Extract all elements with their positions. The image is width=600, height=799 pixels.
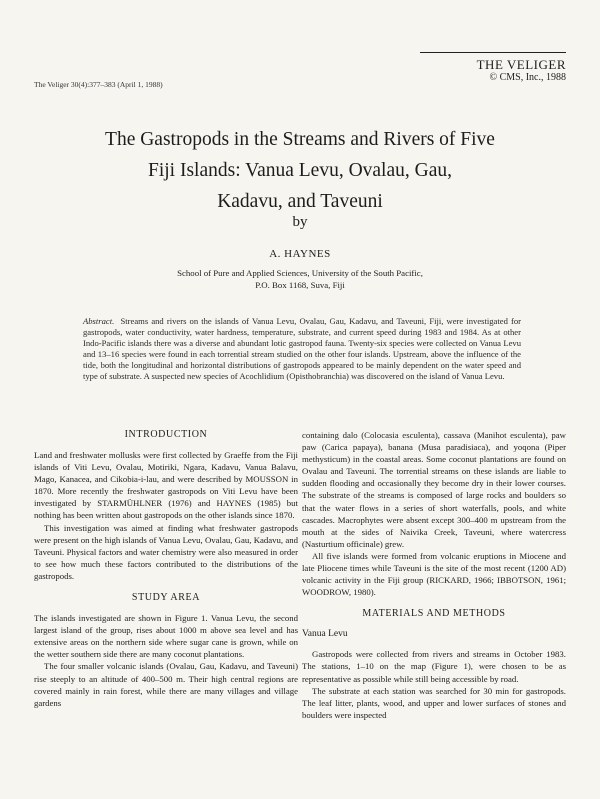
copyright-notice: © CMS, Inc., 1988	[489, 72, 566, 83]
methods-paragraph-1: Gastropods were collected from rivers and streams in October 1983. The stations, 1–10 on the map (Figure 1), were chosen to be as representative as possible while still being accessible by road.	[302, 649, 566, 684]
title-line-1: The Gastropods in the Streams and Rivers of Five	[105, 129, 495, 150]
study-paragraph-3: containing dalo (Colocasia esculenta), cassava (Manihot esculenta), paw paw (Carica papaya), banana (Musa paradisiaca), and yoqona (Piper methysticum) in the coastal areas. Some coconut plantations are found on Ovalau and Taveuni. The torrential streams on these islands are liable to sudden flooding and occasionally they become dry in their lower courses. The substrate of the streams is composed of large rocks and boulders so that the water flows in a series of short waterfalls, pools, and white cascades. Macrophytes were absent except 300–400 m upstream from the mouth at the sides of Naivika Creek, Taveuni, where watercress (Nasturtium officinale) grew.	[302, 430, 566, 549]
methods-paragraph-2: The substrate at each station was searched for 30 min for gastropods. The leaf litter, plants, wood, and upper and lower surfaces of stones and boulders were inspected	[302, 685, 566, 720]
title-line-3: Kadavu, and Taveuni	[217, 191, 383, 212]
intro-paragraph-1: Land and freshwater mollusks were first collected by Graeffe from the Fiji islands of Viti Levu, Ovalau, Motiriki, Ngara, Kadavu, Vanua Balavu, Mago, Kanacea, and Cikobia-i-lau, and were described by MOUSSON in 1870. More recently the freshwater gastropods on Viti Levu have been investigated by STARMÜHLNER (1976) and HAYNES (1985) but nothing has been written about gastropods on the other islands since 1870.	[34, 450, 298, 521]
journal-masthead	[420, 52, 566, 83]
affiliation-line-1: School of Pure and Applied Sciences, University of the South Pacific,	[177, 268, 423, 278]
abstract-text: Streams and rivers on the islands of Vanua Levu, Ovalau, Gau, Kadavu, and Taveuni, Fiji, were investigated for gastropods, water conductivity, water hardness, temperature, substrate, and current speed during 1983 and 1984. As at other Indo-Pacific islands there was a diverse and abundant lotic gastropod fauna. Twenty-six species were collected on Vanua Levu and 13–16 species were found in each torrential stream studied on the other four islands. Upstream, above the influence of the tide, both the longitudinal and horizontal distributions of gastropods appeared to be mainly dependent on the water speed and type of substrate. A suspected new species of Acochlidium (Opisthobranchia) was discovered on the island of Vanua Levu.	[83, 316, 521, 382]
author-affiliation	[100, 267, 500, 291]
study-paragraph-2: The four smaller volcanic islands (Ovalau, Gau, Kadavu, and Taveuni) rise steeply to an altitude of 400–500 m. Their high central regions are covered mainly in rain forest, while there are many villages and village gardens	[34, 661, 298, 708]
masthead-rule	[420, 52, 566, 53]
affiliation-line-2: P.O. Box 1168, Suva, Fiji	[255, 280, 345, 290]
study-area-heading: STUDY AREA	[131, 592, 201, 604]
byline-by: by	[292, 214, 308, 230]
study-paragraph-1: The islands investigated are shown in Figure 1. Vanua Levu, the second largest island of the group, rises about 1000 m above sea level and has extensive areas on the northern side where sugar cane is grown, while on the wetter southern side there are many coconut plantations.	[34, 613, 298, 660]
introduction-heading: INTRODUCTION	[124, 429, 208, 440]
title-line-2: Fiji Islands: Vanua Levu, Ovalau, Gau,	[147, 160, 452, 181]
article-title	[40, 124, 560, 217]
intro-paragraph-2: This investigation was aimed at finding what freshwater gastropods were present on the high islands of Vanua Levu, Ovalau, Gau, Kadavu, and Taveuni. Physical factors and water chemistry were also measured in order to see how much these factors contributed to the distributions of the gastropods.	[34, 522, 298, 581]
journal-title: THE VELIGER	[476, 57, 566, 72]
study-paragraph-4: All five islands were formed from volcanic eruptions in Miocene and late Pliocene times while Taveuni is the site of the most recent (1200 AD) volcanic activity in the Fiji group (RICKARD, 1966; IBBOTSON, 1961; WOODROW, 1980).	[302, 550, 566, 598]
abstract-label: Abstract.	[83, 316, 115, 326]
left-column	[34, 429, 298, 709]
materials-methods-heading: MATERIALS AND METHODS	[362, 608, 506, 620]
vanua-levu-subheading: Vanua Levu	[302, 629, 348, 640]
author-name: A. HAYNES	[269, 248, 331, 260]
right-column	[302, 429, 566, 721]
citation-line: The Veliger 30(4):377–383 (April 1, 1988)	[34, 80, 163, 89]
abstract	[83, 316, 521, 383]
